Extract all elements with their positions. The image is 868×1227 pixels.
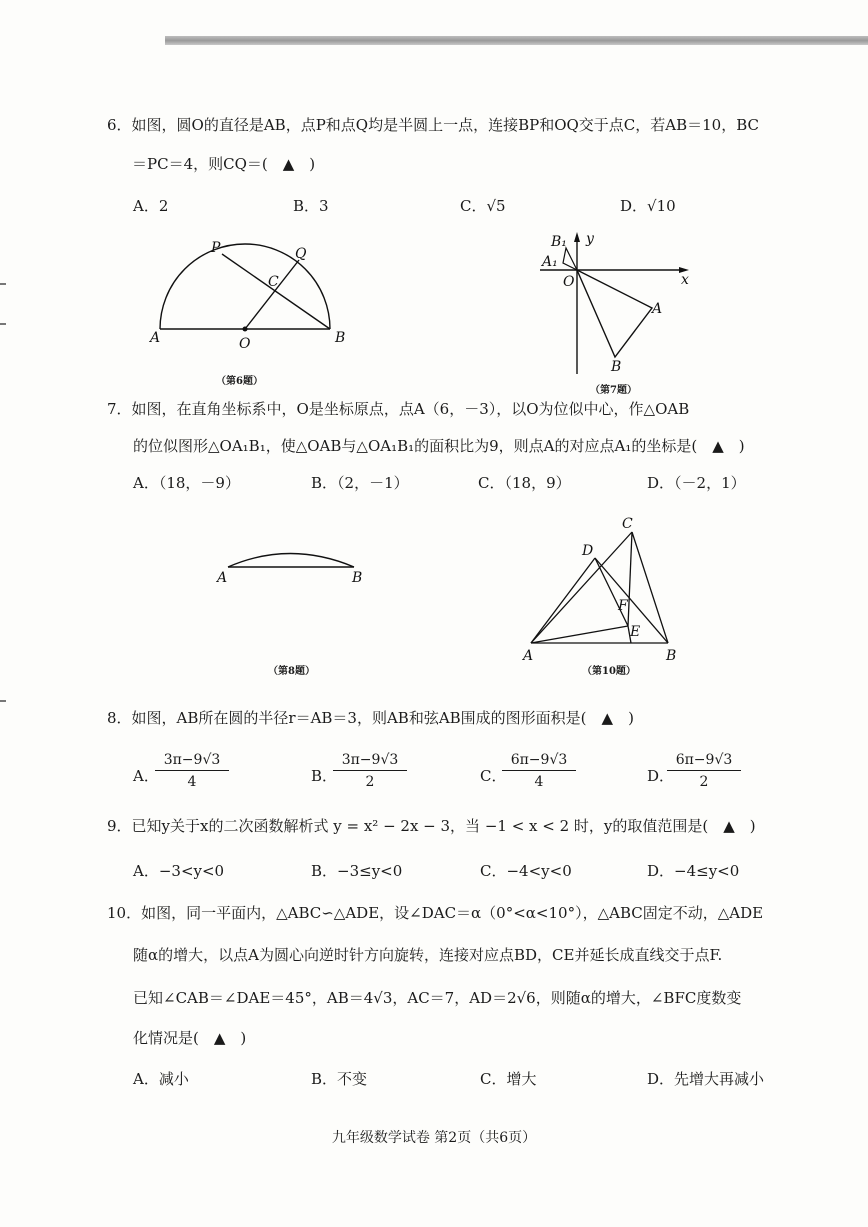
q9-option-b: B．−3≤y<0 bbox=[311, 862, 403, 880]
q8-option-b-numerator: 3π−9√3 bbox=[333, 750, 407, 771]
q8-option-b-letter: B． bbox=[311, 767, 338, 785]
q6-stem-line1: 6．如图，圆O的直径是AB，点P和点Q均是半圆上一点，连接BP和OQ交于点C，若AB＝10，BC bbox=[107, 116, 759, 134]
q8-option-c-denominator: 4 bbox=[534, 774, 544, 790]
page-footer: 九年级数学试卷 第2页（共6页） bbox=[331, 1130, 537, 1146]
q8-option-a-numerator: 3π−9√3 bbox=[155, 750, 229, 771]
fig7-caption: （第7题） bbox=[590, 385, 637, 396]
fig6-label-o: O bbox=[239, 336, 251, 352]
q7-stem-line2: 的位似图形△OA₁B₁，使△OAB与△OA₁B₁的面积比为9，则点A的对应点A₁的坐标是( ▲ ) bbox=[133, 437, 745, 455]
fig10-label-a: A bbox=[523, 648, 534, 664]
fig7-label-b: B bbox=[611, 359, 622, 375]
q9-stem-line1: 9．已知y关于x的二次函数解析式 y = x² − 2x − 3，当 −1 < x < 2 时，y的取值范围是( ▲ ) bbox=[107, 817, 756, 835]
q8-option-c-letter: C． bbox=[480, 767, 507, 785]
fig10-label-b: B bbox=[666, 648, 677, 664]
q8-option-d-numerator: 6π−9√3 bbox=[667, 750, 741, 771]
q8-option-a-fraction bbox=[155, 750, 229, 793]
q10-stem-line1: 10．如图，同一平面内，△ABC∽△ADE，设∠DAC＝α（0°<α<10°），△ABC固定不动，△ADE bbox=[107, 904, 764, 922]
q8-option-a-denominator: 4 bbox=[187, 774, 197, 790]
fig6-label-q: Q bbox=[295, 246, 307, 262]
fig7-label-a: A bbox=[652, 301, 663, 317]
q7-stem-line1: 7．如图，在直角坐标系中，O是坐标原点，点A（6，－3），以O为位似中心，作△OAB bbox=[107, 400, 690, 418]
q9-option-c: C．−4<y<0 bbox=[480, 862, 572, 880]
q8-option-b-fraction bbox=[333, 750, 407, 793]
q7-option-a: A．（18，－9） bbox=[133, 474, 240, 492]
fig8-label-a: A bbox=[217, 570, 228, 586]
q8-option-d-denominator: 2 bbox=[699, 774, 709, 790]
q8-option-c-fraction bbox=[502, 750, 576, 793]
q7-option-d: D．（－2，1） bbox=[647, 474, 746, 492]
fig8-label-b: B bbox=[352, 570, 363, 586]
fig6-label-b: B bbox=[335, 330, 346, 346]
q10-option-b: B．不变 bbox=[311, 1070, 368, 1088]
q10-stem-line2: 随α的增大，以点A为圆心向逆时针方向旋转，连接对应点BD，CE并延长成直线交于点F. bbox=[133, 946, 723, 964]
q7-option-c: C．（18，9） bbox=[478, 474, 571, 492]
fig10-caption: （第10题） bbox=[582, 666, 636, 677]
q9-option-a: A．−3<y<0 bbox=[133, 862, 225, 880]
q10-stem-line3: 已知∠CAB＝∠DAE＝45°，AB＝4√3，AC＝7，AD＝2√6，则随α的增大，∠BFC度数变 bbox=[133, 989, 742, 1007]
q8-option-c-numerator: 6π−9√3 bbox=[502, 750, 576, 771]
fig6-label-c: C bbox=[268, 274, 279, 290]
fig7-label-y: y bbox=[586, 231, 594, 247]
q6-option-c: C．√5 bbox=[460, 197, 506, 215]
fig6-label-a: A bbox=[150, 330, 161, 346]
q7-option-b: B．（2，－1） bbox=[311, 474, 409, 492]
fig6-caption: （第6题） bbox=[216, 376, 263, 387]
q8-option-a-letter: A． bbox=[133, 767, 159, 785]
q6-stem-line2: ＝PC＝4，则CQ＝( ▲ ) bbox=[132, 155, 316, 173]
q10-option-a: A．减小 bbox=[133, 1070, 189, 1088]
q10-stem-line4: 化情况是( ▲ ) bbox=[133, 1029, 247, 1047]
q8-option-b-denominator: 2 bbox=[365, 774, 375, 790]
q10-option-d: D．先增大再减小 bbox=[647, 1070, 765, 1088]
q6-option-a: A．2 bbox=[133, 197, 169, 215]
fig7-label-o: O bbox=[563, 274, 575, 290]
q8-option-d-fraction bbox=[667, 750, 741, 793]
fig10-label-f: F bbox=[618, 598, 628, 614]
q6-option-d: D．√10 bbox=[620, 197, 676, 215]
fig7-label-x: x bbox=[681, 272, 689, 288]
q8-stem-line1: 8．如图，AB所在圆的半径r＝AB＝3，则AB和弦AB围成的图形面积是( ▲ ) bbox=[107, 709, 634, 727]
fig7-label-a1: A₁ bbox=[542, 254, 558, 270]
fig6-label-p: P bbox=[211, 240, 221, 256]
q8-option-d-letter: D． bbox=[647, 767, 675, 785]
q9-option-d: D．−4≤y<0 bbox=[647, 862, 740, 880]
fig10-label-e: E bbox=[630, 624, 641, 640]
fig7-label-b1: B₁ bbox=[551, 234, 567, 250]
fig10-label-d: D bbox=[582, 543, 594, 559]
q10-option-c: C．增大 bbox=[480, 1070, 537, 1088]
fig10-label-c: C bbox=[622, 516, 633, 532]
q6-option-b: B．3 bbox=[293, 197, 329, 215]
fig8-caption: （第8题） bbox=[268, 666, 315, 677]
